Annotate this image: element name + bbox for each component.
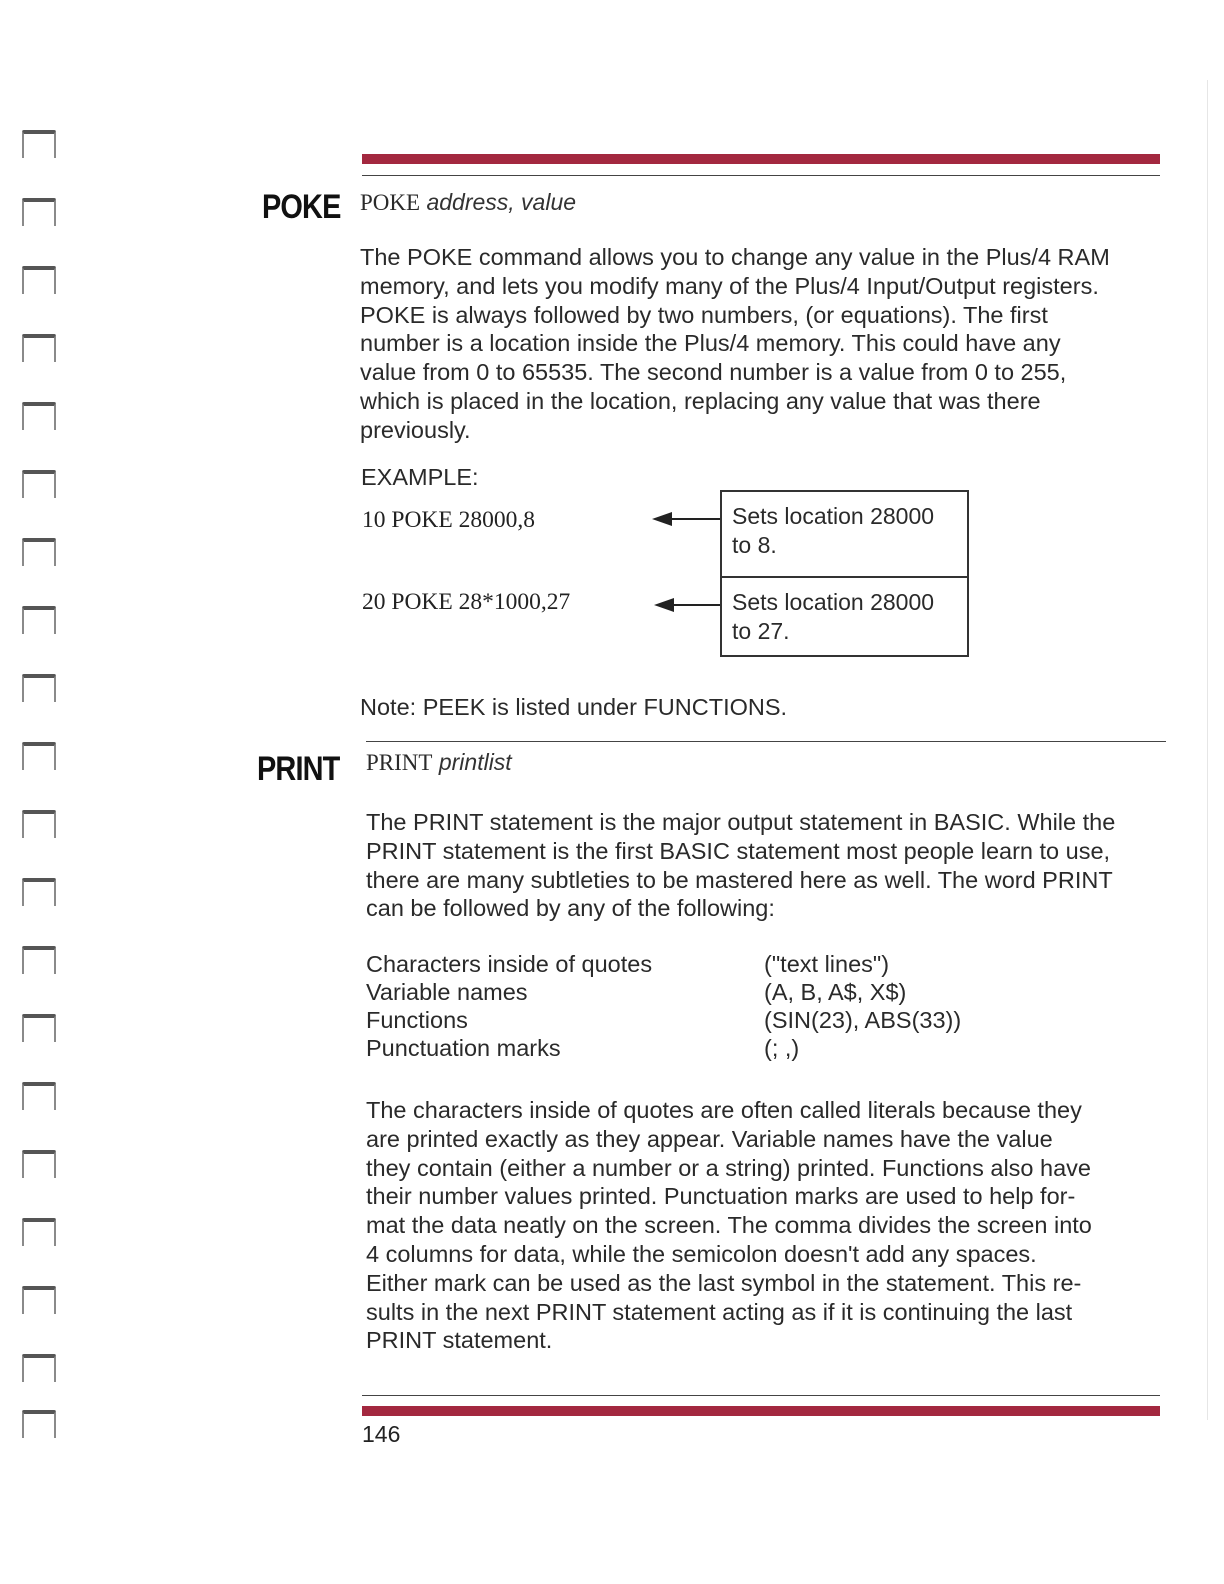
text-line: PRINT statement is the first BASIC statement most people learn to use,	[366, 837, 1111, 864]
callout-arrow	[672, 604, 720, 606]
page-edge	[1207, 80, 1208, 1420]
text-line: can be followed by any of the following:	[366, 895, 775, 922]
text-line: The POKE command allows you to change any value in the Plus/4 RAM	[360, 244, 1110, 270]
text-line: The PRINT statement is the major output statement in BASIC. While the	[366, 809, 1116, 835]
footer-thin-rule	[362, 1395, 1160, 1396]
binding-hole	[22, 878, 56, 906]
page-number: 146	[362, 1421, 401, 1447]
binding-hole	[22, 1354, 56, 1382]
example-code: 10 POKE 28000,8	[362, 507, 535, 533]
text-line: Either mark can be used as the last symbol in the statement. This re-	[366, 1269, 1082, 1296]
callout-arrow	[670, 518, 720, 520]
text-line: they contain (either a number or a string) printed. Functions also have	[366, 1154, 1091, 1181]
poke-keyword: POKE	[262, 188, 341, 226]
text-line: 4 columns for data, while the semicolon doesn't add any spaces.	[366, 1240, 1037, 1267]
poke-syntax-args: address, value	[426, 189, 577, 215]
text-line: memory, and lets you modify many of the Plus/4 Input/Output registers.	[360, 272, 1099, 299]
binding-hole	[22, 946, 56, 974]
printlist-item-name: Punctuation marks	[366, 1035, 561, 1061]
binding-hole	[22, 1150, 56, 1178]
callout-text: Sets location 28000	[732, 589, 935, 615]
text-line: value from 0 to 65535. The second number is a value from 0 to 255,	[360, 359, 1067, 386]
printlist-item-name: Characters inside of quotes	[366, 951, 653, 977]
binding-hole	[22, 1218, 56, 1246]
binding-hole	[22, 402, 56, 430]
print-keyword: PRINT	[257, 750, 340, 788]
printlist-item-name: Functions	[366, 1007, 468, 1033]
binding-hole	[22, 538, 56, 566]
callout-cell	[722, 578, 967, 657]
printlist-item-example: (SIN(23), ABS(33))	[764, 1007, 962, 1033]
text-line: there are many subtleties to be mastered here as well. The word PRINT	[366, 866, 1113, 893]
binding-hole	[22, 606, 56, 634]
print-intro	[366, 808, 1115, 923]
binding-hole	[22, 470, 56, 498]
example-label: EXAMPLE:	[361, 464, 479, 490]
printlist-item-name: Variable names	[366, 979, 528, 1005]
binding-hole	[22, 1082, 56, 1110]
poke-syntax	[360, 189, 576, 216]
text-line: PRINT statement.	[366, 1327, 553, 1354]
text-line: POKE is always followed by two numbers, (or equations). The first	[360, 301, 1048, 328]
callout-text: Sets location 28000	[732, 503, 935, 529]
poke-description	[360, 243, 1110, 445]
printlist-item-example: (A, B, A$, X$)	[764, 979, 907, 1005]
binding-hole	[22, 674, 56, 702]
print-syntax	[366, 749, 512, 776]
callout-text: to 8.	[732, 532, 777, 558]
printlist-item-example: ("text lines")	[764, 951, 890, 977]
text-line: previously.	[360, 416, 471, 443]
print-syntax-args: printlist	[438, 749, 512, 775]
binding-hole	[22, 1286, 56, 1314]
callout-text: to 27.	[732, 618, 790, 644]
example-callout-box	[720, 490, 969, 657]
binding-hole	[22, 198, 56, 226]
printlist-item-example: (; ,)	[764, 1035, 800, 1061]
print-syntax-command: PRINT	[366, 750, 433, 775]
poke-note: Note: PEEK is listed under FUNCTIONS.	[360, 694, 788, 720]
text-line: The characters inside of quotes are often called literals because they	[366, 1097, 1082, 1123]
callout-cell	[722, 492, 967, 578]
section-divider-rule	[366, 741, 1166, 742]
binding-hole	[22, 266, 56, 294]
binding-hole	[22, 1014, 56, 1042]
text-line: number is a location inside the Plus/4 memory. This could have any	[360, 330, 1061, 357]
print-details	[366, 1096, 1092, 1355]
example-code: 20 POKE 28*1000,27	[362, 589, 571, 615]
header-accent-rule	[362, 154, 1160, 164]
spiral-binding	[18, 130, 68, 1440]
binding-hole	[22, 334, 56, 362]
text-line: mat the data neatly on the screen. The comma divides the screen into	[366, 1212, 1092, 1239]
binding-hole	[22, 130, 56, 158]
header-thin-rule	[362, 175, 1160, 176]
footer-accent-rule	[362, 1406, 1160, 1416]
binding-hole	[22, 742, 56, 770]
text-line: sults in the next PRINT statement acting as if it is continuing the last	[366, 1298, 1073, 1325]
poke-syntax-command: POKE	[360, 190, 421, 215]
text-line: their number values printed. Punctuation marks are used to help for-	[366, 1183, 1076, 1210]
text-line: are printed exactly as they appear. Variable names have the value	[366, 1125, 1053, 1152]
text-line: which is placed in the location, replacing any value that was there	[360, 387, 1041, 414]
binding-hole	[22, 1410, 56, 1438]
binding-hole	[22, 810, 56, 838]
